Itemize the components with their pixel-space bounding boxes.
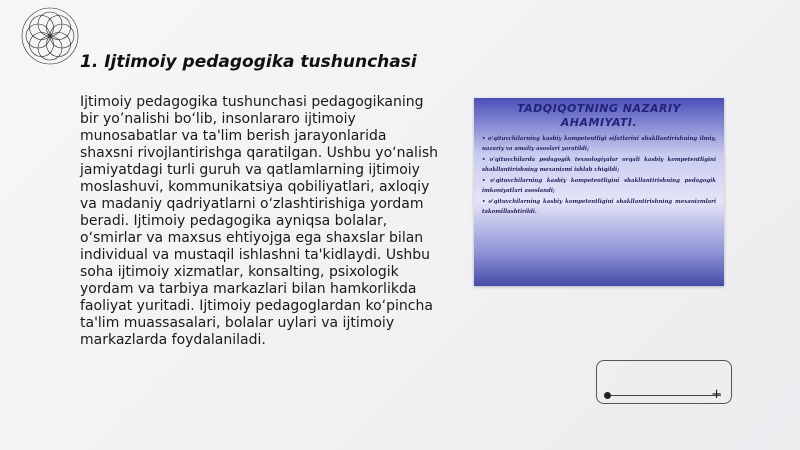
embedded-slide-list	[482, 134, 716, 217]
media-player-control[interactable]	[596, 360, 732, 404]
embedded-slide-item: • o'qituvchilarning kasbiy kompetentligini shakllantirishning mexanizmlari takomillashtirildi.	[482, 197, 716, 217]
crosshair-plus-icon[interactable]: +	[711, 387, 722, 402]
embedded-slide-item: • o'qituvchilarda pedagogik texnologiyalar orqali kasbiy kompetentligini shakllantirishning mexanizmi ishlab chiqildi;	[482, 155, 716, 175]
embedded-slide-item: • o'qituvchilarning kasbiy kompetentligini shakllantirishning pedagogik imkoniyatlari asoslandi;	[482, 176, 716, 196]
player-progress-track[interactable]	[607, 395, 721, 396]
slide-body-text: Ijtimoiy pedagogika tushunchasi pedagogikaning bir yo’nalishi bo‘lib, insonlararo ijtimoiy munosabatlar va ta'lim berish jarayonlarida shaxsni rivojlantirishga qaratilgan. Ushbu yo‘nalish jamiyatdagi turli guruh va qatlamlarning ijtimoiy moslashuvi, kommunikatsiya qobiliyatlari, axloqiy va madaniy qadriyatlarni o‘zlashtirishiga yordam beradi. Ijtimoiy pedagogika ayniqsa bolalar, o‘smirlar va maxsus ehtiyojga ega shaxslar bilan individual va mustaqil ishlashni ta'kidlaydi. Ushbu soha ijtimoiy xizmatlar, konsalting, psixologik yordam va tarbiya markazlari bilan hamkorlikda faoliyat yuritadi. Ijtimoiy pedagoglardan ko‘pincha ta'lim muassasalari, bolalar uylari va ijtimoiy markazlarda foydalaniladi.	[80, 94, 439, 348]
embedded-slide-item: • o'qituvchilarning kasbiy kompetentligi sifatlarini shakllantirishning ilmiy, nazariy va amaliy asoslari yaratildi;	[482, 134, 716, 154]
slide-title: 1. Ijtimoiy pedagogika tushunchasi	[80, 52, 417, 72]
embedded-slide-heading: TADQIQOTNING NAZARIY AHAMIYATI.	[516, 102, 682, 129]
decorative-circles-logo	[20, 6, 80, 66]
embedded-slide-image	[474, 98, 724, 286]
dot-icon[interactable]	[604, 392, 611, 399]
